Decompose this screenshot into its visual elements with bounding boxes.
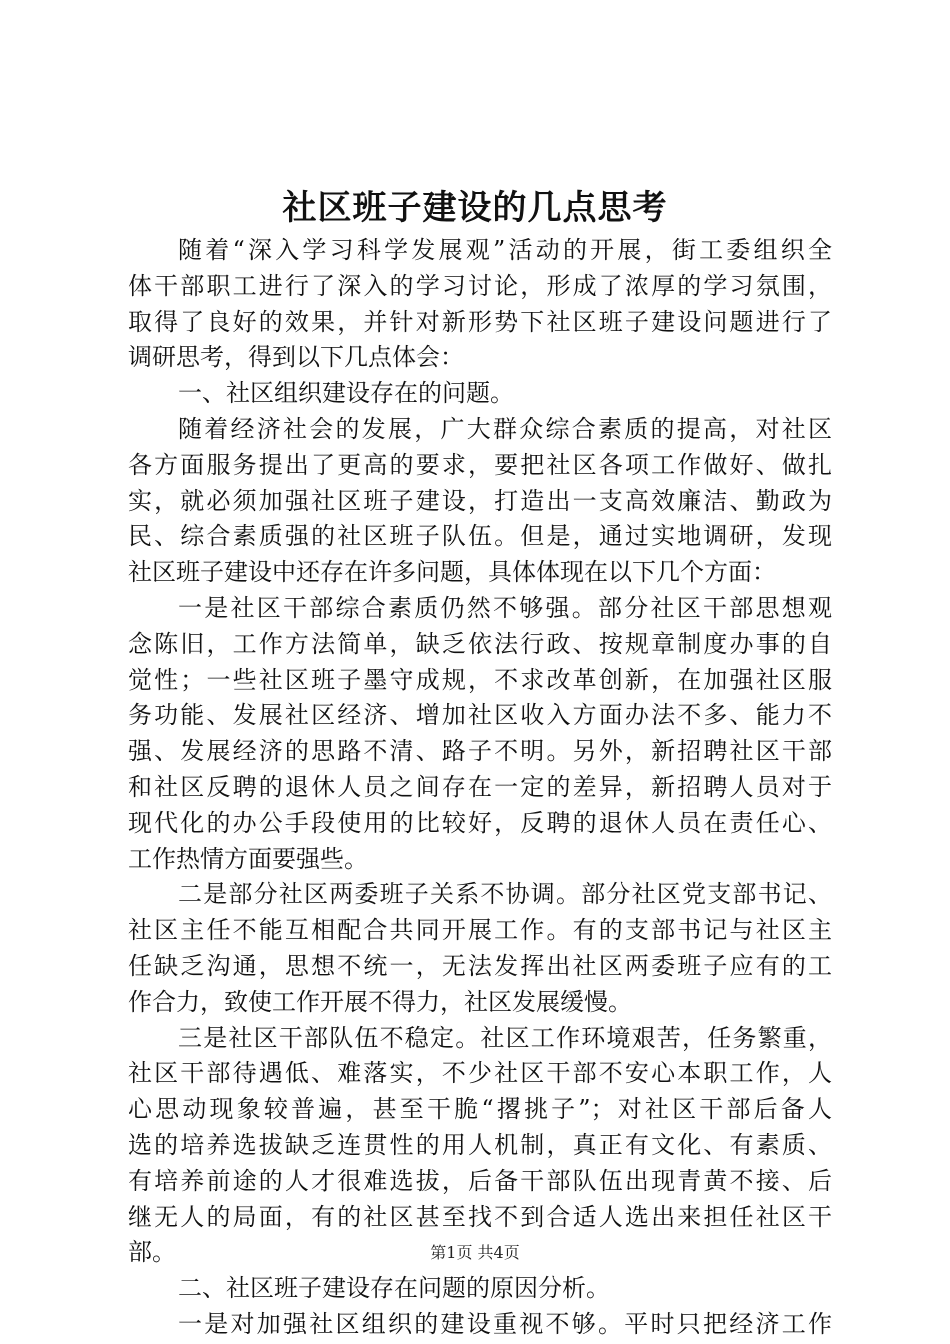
page-number-footer: 第1页 共4页 (430, 1243, 520, 1262)
text-line: 心思动现象较普遍，甚至干脆“撂挑子”；对社区干部后备人 (128, 1095, 832, 1124)
document-title: 社区班子建设的几点思考 (282, 188, 668, 228)
text-line: 社区主任不能互相配合共同开展工作。有的支部书记与社区主 (128, 916, 832, 945)
text-line: 各方面服务提出了更高的要求，要把社区各项工作做好、做扎 (128, 450, 832, 479)
text-line: 社区干部待遇低、难落实，不少社区干部不安心本职工作，人 (128, 1059, 832, 1088)
text-line: 强、发展经济的思路不清、路子不明。另外，新招聘社区干部 (128, 737, 832, 766)
text-line: 一是社区干部综合素质仍然不够强。部分社区干部思想观 (178, 593, 832, 622)
text-line: 工作热情方面要强些。 (128, 844, 368, 873)
text-line: 一是对加强社区组织的建设重视不够。平时只把经济工作 (178, 1309, 832, 1338)
text-line: 选的培养选拔缺乏连贯性的用人机制，真正有文化、有素质、 (128, 1130, 832, 1159)
text-line: 继无人的局面，有的社区甚至找不到合适人选出来担任社区干 (128, 1202, 832, 1231)
text-line: 随着“深入学习科学发展观”活动的开展，街工委组织全 (178, 236, 832, 264)
text-line: 部。 (128, 1238, 176, 1267)
text-line: 社区班子建设中还存在许多问题，具体体现在以下几个方面： (128, 558, 776, 587)
text-line: 实，就必须加强社区班子建设，打造出一支高效廉洁、勤政为 (128, 486, 832, 515)
text-line: 取得了良好的效果，并针对新形势下社区班子建设问题进行了 (128, 307, 832, 336)
text-line: 二是部分社区两委班子关系不协调。部分社区党支部书记、 (178, 880, 832, 909)
text-line: 体干部职工进行了深入的学习讨论，形成了浓厚的学习氛围， (128, 271, 832, 300)
text-line: 任缺乏沟通，思想不统一，无法发挥出社区两委班子应有的工 (128, 951, 832, 980)
document-body (128, 233, 832, 1343)
text-line: 务功能、发展社区经济、增加社区收入方面办法不多、能力不 (128, 701, 832, 730)
text-line: 觉性；一些社区班子墨守成规，不求改革创新，在加强社区服 (128, 665, 832, 694)
text-line: 随着经济社会的发展，广大群众综合素质的提高，对社区 (178, 414, 832, 443)
text-line: 调研思考，得到以下几点体会： (128, 343, 464, 372)
text-line: 作合力，致使工作开展不得力，社区发展缓慢。 (128, 987, 632, 1016)
text-line: 和社区反聘的退休人员之间存在一定的差异，新招聘人员对于 (128, 772, 832, 801)
text-line: 现代化的办公手段使用的比较好，反聘的退休人员在责任心、 (128, 808, 832, 837)
text-line: 二、社区班子建设存在问题的原因分析。 (178, 1274, 610, 1303)
text-line: 民、综合素质强的社区班子队伍。但是，通过实地调研，发现 (128, 522, 832, 551)
text-line: 有培养前途的人才很难选拔，后备干部队伍出现青黄不接、后 (128, 1166, 832, 1195)
text-line: 念陈旧，工作方法简单，缺乏依法行政、按规章制度办事的自 (128, 629, 832, 658)
text-line: 一、社区组织建设存在的问题。 (178, 379, 514, 408)
text-line: 三是社区干部队伍不稳定。社区工作环境艰苦，任务繁重， (178, 1023, 832, 1052)
